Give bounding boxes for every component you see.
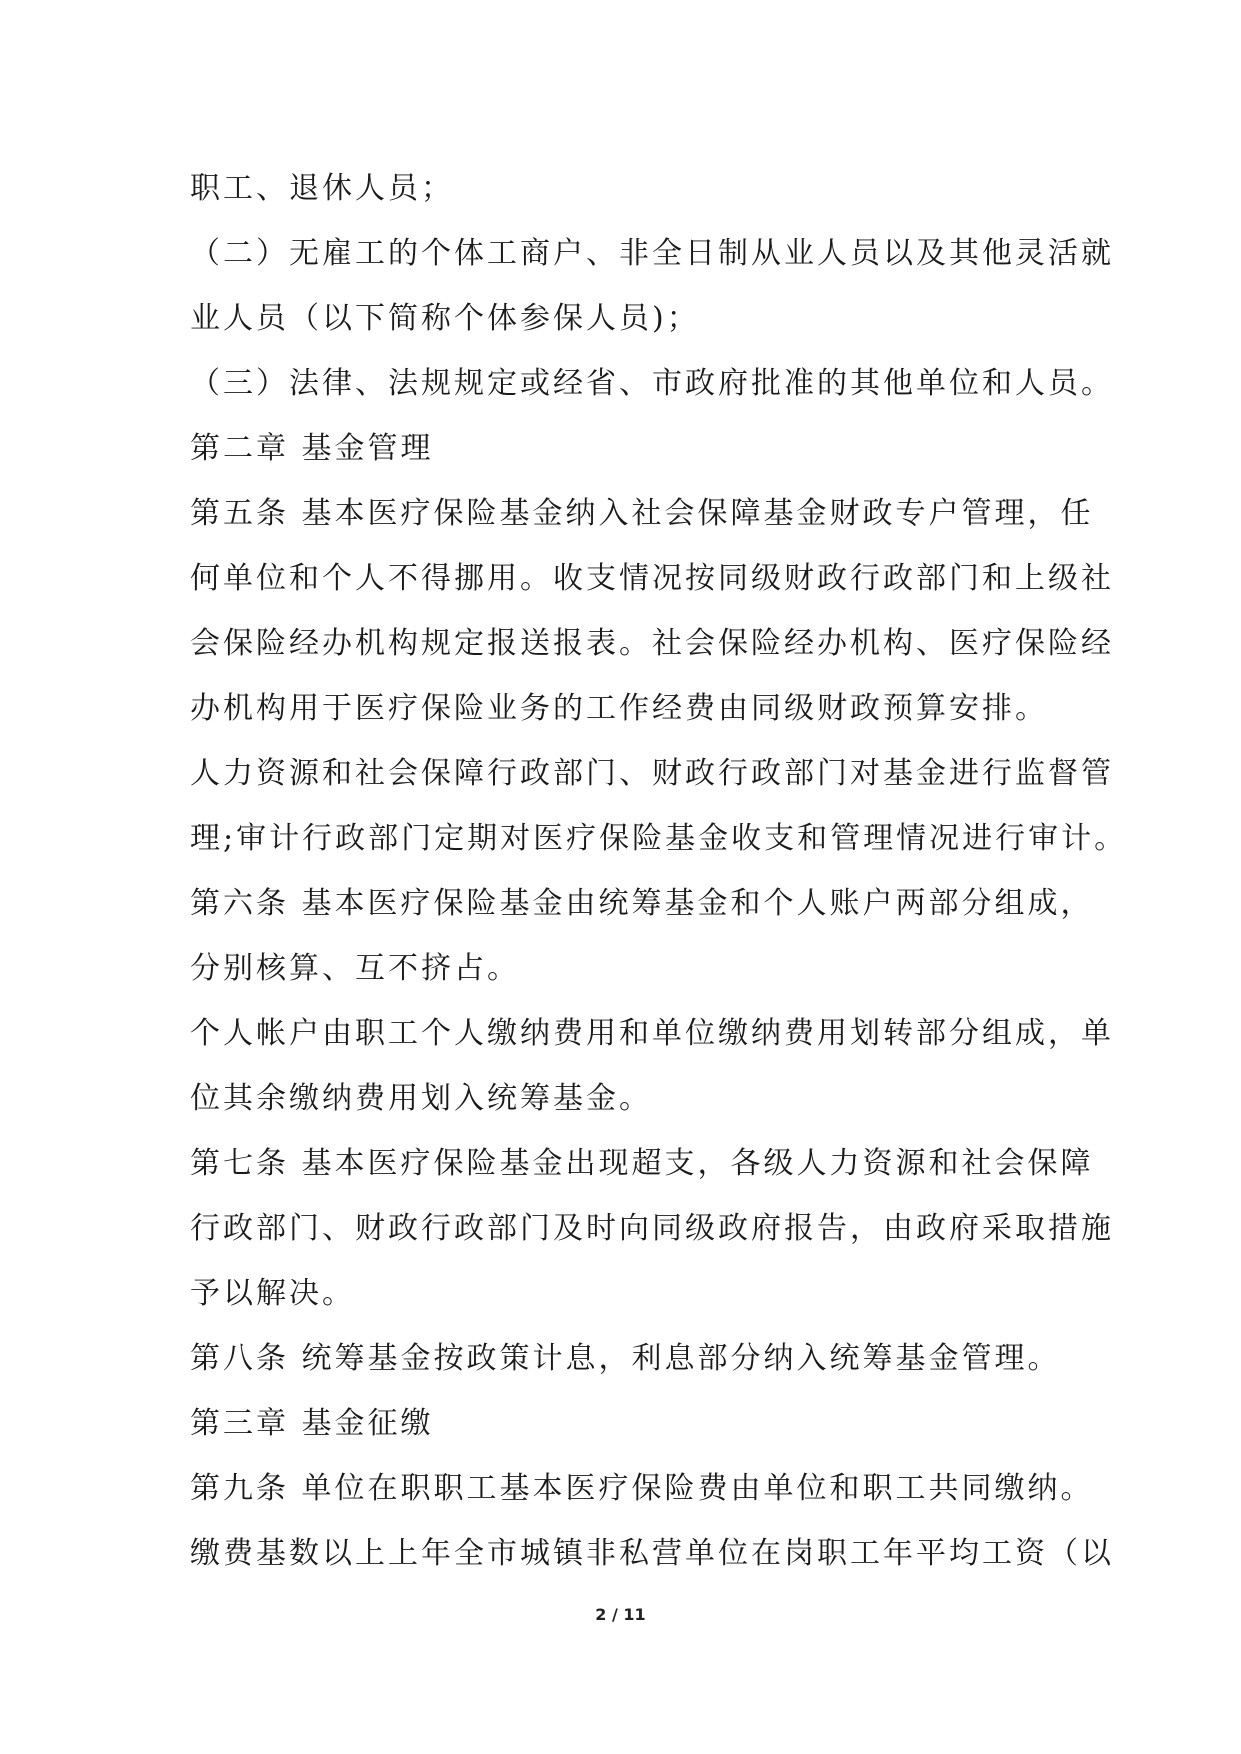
text-line: 职工、退休人员；	[190, 171, 454, 206]
page-number: 2 / 11	[595, 1605, 646, 1624]
text-line: 第五条 基本医疗保险基金纳入社会保障基金财政专户管理，任	[190, 496, 1094, 531]
text-line: 会保险经办机构规定报送报表。社会保险经办机构、医疗保险经	[190, 626, 1114, 661]
document-body	[190, 156, 1128, 1586]
text-line: （二）无雇工的个体工商户、非全日制从业人员以及其他灵活就	[190, 236, 1114, 271]
text-line: 位其余缴纳费用划入统筹基金。	[190, 1081, 652, 1116]
text-line: 第六条 基本医疗保险基金由统筹基金和个人账户两部分组成，	[190, 886, 1094, 921]
text-line: 何单位和个人不得挪用。收支情况按同级财政行政部门和上级社	[190, 561, 1114, 596]
text-line: 缴费基数以上上年全市城镇非私营单位在岗职工年平均工资（以	[190, 1536, 1114, 1571]
text-line: 行政部门、财政行政部门及时向同级政府报告，由政府采取措施	[190, 1211, 1114, 1246]
text-line: 予以解决。	[190, 1276, 355, 1311]
text-line: 第九条 单位在职职工基本医疗保险费由单位和职工共同缴纳。	[190, 1471, 1094, 1506]
chapter-heading: 第三章 基金征缴	[190, 1406, 434, 1441]
text-line: 办机构用于医疗保险业务的工作经费由同级财政预算安排。	[190, 691, 1048, 726]
text-line: 第八条 统筹基金按政策计息，利息部分纳入统筹基金管理。	[190, 1341, 1061, 1376]
chapter-heading: 第二章 基金管理	[190, 431, 434, 466]
text-line: 理;审计行政部门定期对医疗保险基金收支和管理情况进行审计。	[190, 821, 1128, 856]
text-line: 第七条 基本医疗保险基金出现超支，各级人力资源和社会保障	[190, 1146, 1094, 1181]
text-line: 个人帐户由职工个人缴纳费用和单位缴纳费用划转部分组成，单	[190, 1016, 1114, 1051]
text-line: 人力资源和社会保障行政部门、财政行政部门对基金进行监督管	[190, 756, 1114, 791]
text-line: （三）法律、法规规定或经省、市政府批准的其他单位和人员。	[190, 366, 1114, 401]
text-line: 分别核算、互不挤占。	[190, 951, 520, 986]
text-line: 业人员（以下简称个体参保人员)；	[190, 301, 700, 336]
